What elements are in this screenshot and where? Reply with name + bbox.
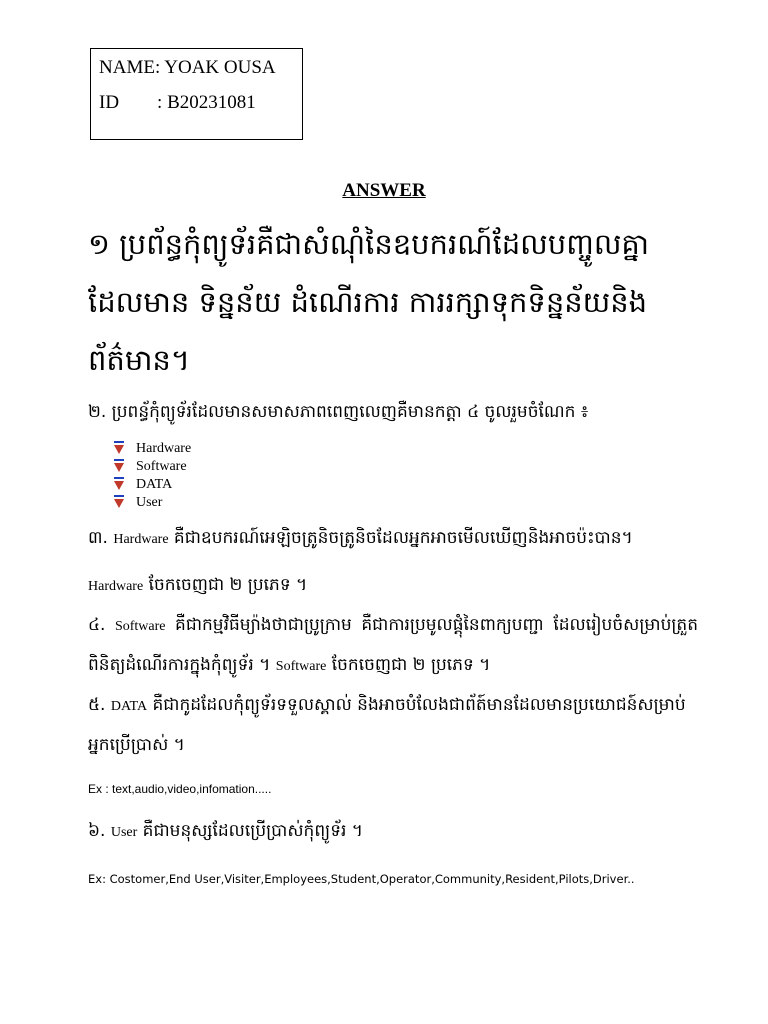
user-examples: Ex: Costomer,End User,Visiter,Employees,Student,Operator,Community,Resident,Pilots,Driver.. (88, 872, 635, 886)
answer-3-types: Hardware ចែកចេញជា ២ ប្រភេទ ។ (88, 575, 308, 595)
list-item: DATA (114, 476, 191, 494)
student-info-box (90, 48, 303, 140)
arrow-bullet-icon (114, 499, 124, 508)
answer-3: ៣. Hardware គឺជាឧបករណ៍អេឡិចត្រូនិចត្រូនិចដែលអ្នកអាចមើលឃើញនិងអាចប៉ះបាន។ (88, 528, 633, 548)
answer-5: ៥. DATA គឺជាកូដដែលកុំព្យូទ័រទទួលស្គាល់ និងអាចបំលែងជាព័ត៍មានដែលមានប្រយោជន៍សម្រាប់អ្នកប្រើប្រាស់ ។ (88, 695, 686, 755)
student-name: NAME: YOAK OUSA (99, 57, 276, 78)
component-list (114, 440, 191, 512)
arrow-bullet-icon (114, 445, 124, 454)
list-item: Hardware (114, 440, 191, 458)
answer-heading: ANSWER (342, 180, 426, 201)
answer-2: ២. ប្រពន្ធ័កុំព្យូទ័រដែលមានសមាសភាពពេញលេញគឺមានកត្តា ៤ ចូលរួមចំណែក ៖ (88, 402, 589, 422)
answer-1: ១ ប្រព័ន្ធកុំព្យូទ័រគឺជាសំណុំនៃឧបករណ៍ដែលបញ្ចូលគ្នាដែលមាន ទិន្នន័យ ដំណើរការ ការរក្សាទុកទិន្នន័យនិងព័ត៌មាន។ (88, 227, 650, 377)
list-item: Software (114, 458, 191, 476)
arrow-bullet-icon (114, 481, 124, 490)
answer-6: ៦. User គឺជាមនុស្សដែលប្រើប្រាស់កុំព្យូទ័រ ។ (88, 821, 363, 841)
answer-4: ៤. Software គឺជាកម្មវិធីម្យ៉ាងថាជាប្រូក្រាម គឺជាការប្រមូលផ្តុំនៃពាក្យបញ្ជា ដែលរៀបចំសម្រាប់ត្រួតពិនិត្យដំណើរការក្នុងកុំព្យូទ័រ ។ Software ចែកចេញជា ២ ប្រភេទ ។ (88, 615, 699, 675)
arrow-bullet-icon (114, 463, 124, 472)
student-id: ID : B20231081 (99, 92, 256, 113)
list-item: User (114, 494, 191, 512)
data-examples: Ex : text,audio,video,infomation..... (88, 782, 272, 796)
